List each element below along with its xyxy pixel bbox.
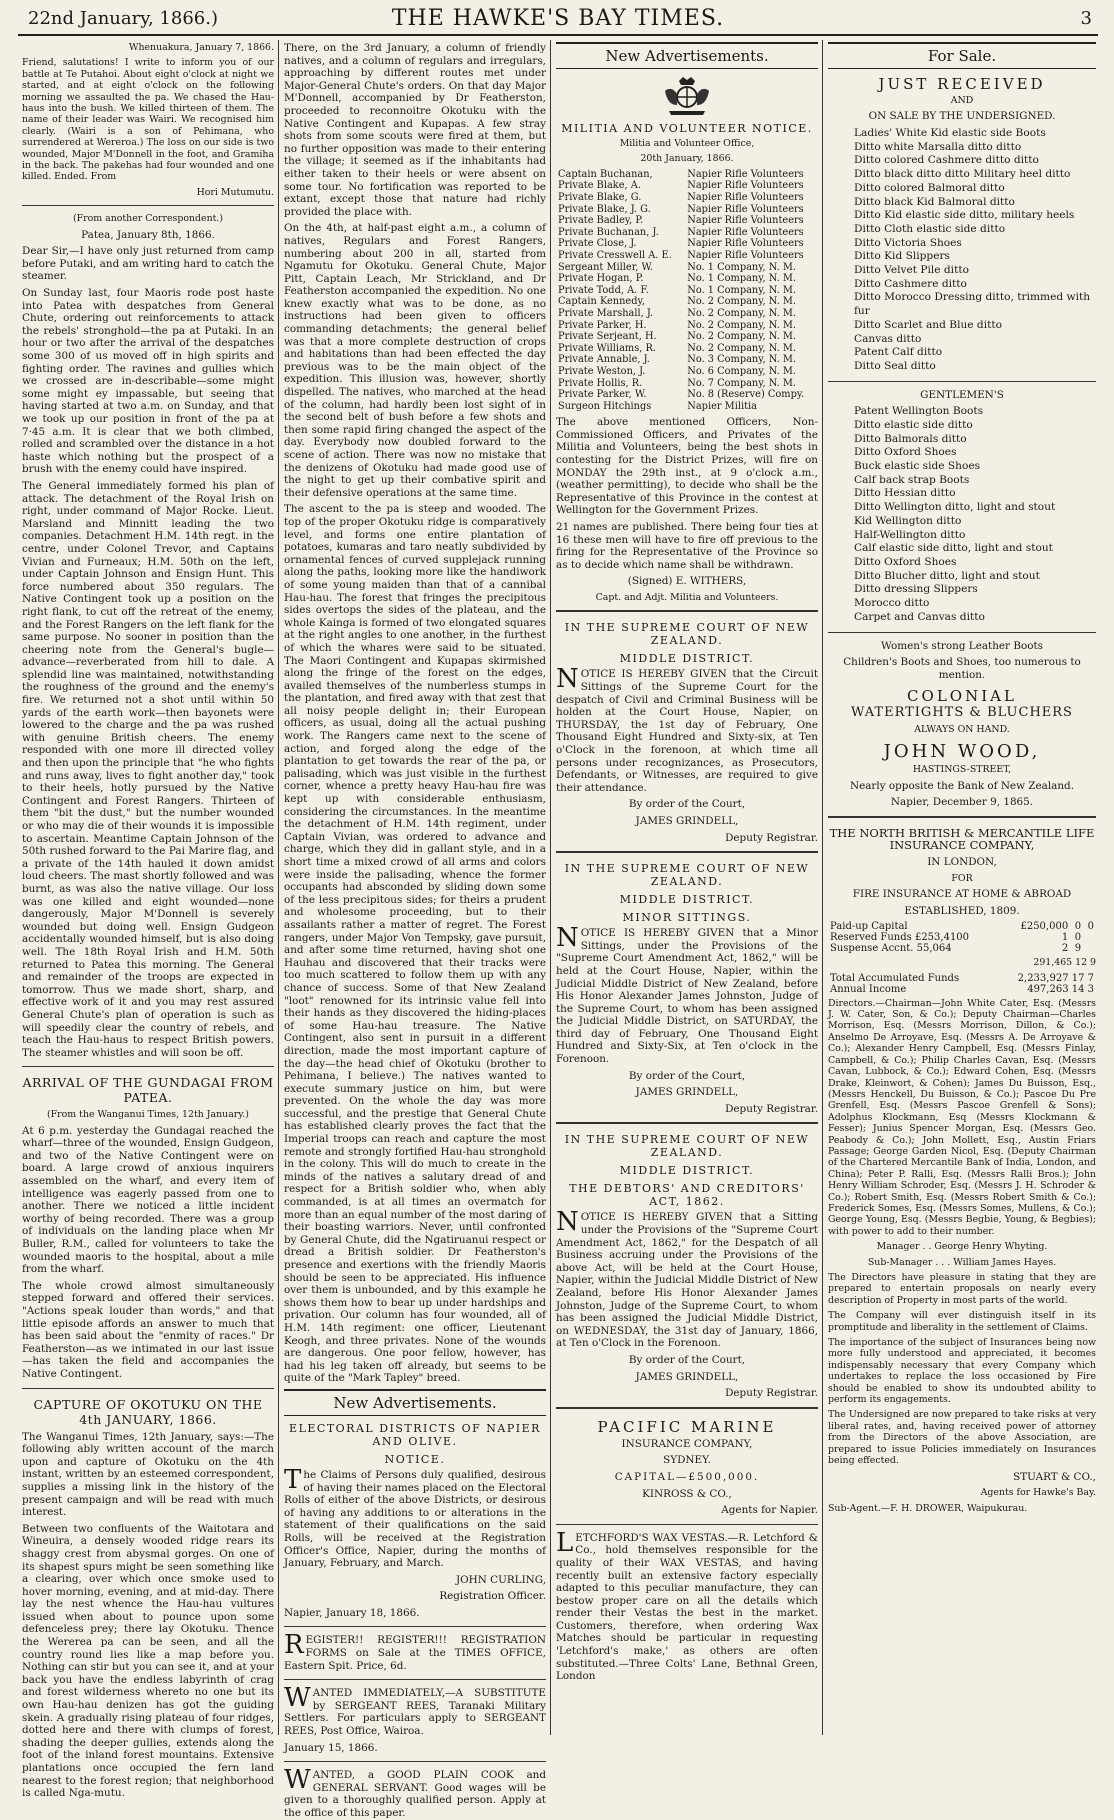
roster-row (556, 343, 818, 355)
column-2 (284, 42, 546, 1819)
court-notice: NOTICE IS HEREBY GIVEN that a Sitting under the Provisions of the "Supreme Court Amendment Act, 1862," for the Despatch of all Business accruing under the Provisions of the above Act, will be held at the Court House, Napier, within the Judicial Middle District of New Zealand, before His Honor Alexander James Johnston, Judge of the Supreme Court, to whom has been assigned the Judicial Middle District, on WEDNESDAY, the 31st day of January, 1866, at Ten o'Clock in the Forenoon. (556, 1207, 818, 1350)
roster-unit: No. 1 Company, N. M. (687, 273, 797, 285)
goods-item: Patent Calf ditto (854, 346, 943, 359)
goods-item: Ditto Cashmere ditto (854, 277, 967, 290)
court-order: By order of the Court, (628, 1069, 746, 1082)
insurance-body: The Company will ever distinguish itself in its promptitude and liberality in the settlement of Claims. (828, 1310, 1096, 1333)
letter-signature: Hori Mutumutu. (196, 186, 274, 198)
roster-name: Private Blake, G. (558, 192, 642, 203)
agent-name: STUART & CO., (1013, 1470, 1096, 1483)
roster-unit: No. 7 Company, N. M. (687, 377, 797, 389)
court-notice: NOTICE IS HEREBY GIVEN that the Circuit Sittings of the Supreme Court for the despatch of Civil and Criminal Business will be holden at the Court House, Napier, on THURSDAY, the 1st day of February, One Thousand Eight Hundred and Sixty-six, at Ten o'Clock in the forenoon, at which time all persons under recognizances, as Prosecutors, Defendants, or Witnesses, are required to give their attendance. (556, 664, 818, 794)
roster-unit: No. 6 Company, N. M. (687, 365, 797, 377)
roster-name: Private Todd, A. F. (558, 284, 649, 296)
roster-unit: Napier Rifle Volunteers (687, 203, 804, 215)
goods-item: Calf elastic side ditto, light and stout (854, 542, 1053, 555)
goods-item: Ditto Kid elastic side ditto, military heels (854, 209, 1075, 222)
gentlemen-heading: GENTLEMEN'S (920, 388, 1004, 401)
capital-row (828, 943, 1096, 954)
new-ads-heading: New Advertisements. (284, 1389, 546, 1416)
pacific-sub: INSURANCE COMPANY, (621, 1437, 753, 1450)
capital-cell: 9 (1074, 943, 1082, 955)
column-rule (822, 40, 823, 1735)
roster-name: Sergeant Miller, W. (558, 261, 653, 273)
electoral-heading: ELECTORAL DISTRICTS OF NAPIER AND OLIVE. (289, 1421, 541, 1448)
goods-item: Ditto dressing Slippers (854, 583, 978, 596)
colonial-label: COLONIAL (907, 687, 1017, 706)
court-signature-title: Deputy Registrar. (725, 831, 818, 844)
fin-total-label: Total Accumulated Funds (830, 972, 960, 984)
arrival-heading: ARRIVAL OF THE GUNDAGAI FROM PATEA. (22, 1075, 274, 1106)
goods-item: Buck elastic side Shoes (854, 460, 981, 473)
goods-item: Carpet and Canvas ditto (854, 610, 985, 623)
goods-item: Canvas ditto (854, 332, 922, 345)
page-number: 3 (1080, 8, 1092, 29)
roster-unit: No. 1 Company, N. M. (687, 261, 797, 273)
column-4 (828, 42, 1096, 1734)
goods-item: Ditto Balmorals ditto (854, 432, 967, 445)
divider (556, 851, 818, 855)
capital-cell: 0 (1074, 932, 1082, 944)
for-sale-heading: For Sale. (828, 42, 1096, 69)
militia-signed: (Signed) E. WITHERS, (627, 575, 747, 588)
insurance-body: The Undersigned are now prepared to take risks at very liberal rates, and, having received power of attorney from the Directors of the above Association, are prepared to issue Policies immediately on Insurances being effected. (828, 1409, 1096, 1467)
court-title: IN THE SUPREME COURT OF NEW ZEALAND. (564, 862, 810, 889)
militia-title: MILITIA AND VOLUNTEER NOTICE. (561, 122, 813, 135)
roster-row (556, 204, 818, 216)
ladies-goods-list (828, 127, 1096, 374)
roster-row (556, 308, 818, 320)
divider (22, 1066, 274, 1067)
newspaper-title: THE HAWKE'S BAY TIMES. (391, 6, 725, 31)
goods-item: Ditto Victoria Shoes (854, 236, 962, 249)
on-sale: ON SALE BY THE UNDERSIGNED. (868, 110, 1056, 123)
pacific-capital: CAPITAL—£500,000. (614, 1470, 760, 1483)
issue-date: 22nd January, 1866.) (28, 8, 218, 29)
roster-name: Private Cresswell A. E. (558, 249, 672, 261)
roster-row (556, 366, 818, 378)
insurance-purpose: FIRE INSURANCE AT HOME & ABROAD (852, 888, 1072, 901)
goods-item: Ladies' White Kid elastic side Boots (854, 127, 1046, 139)
fin-income-label: Annual Income (830, 983, 907, 995)
court-district: MIDDLE DISTRICT. (619, 652, 755, 666)
correspondent-note: (From another Correspondent.) (72, 213, 224, 225)
roster-name: Private Annable, J. (558, 354, 650, 366)
insurance-body: The importance of the subject of Insurances being now more fully understood and appreciated, it becomes indispensably necessary that every Company which undertakes to replace the loss occasioned by Fire should be enabled to show its undoubted ability to perform its engagements. (828, 1337, 1096, 1406)
article-paragraph: There, on the 3rd January, a column of friendly natives, and a column of regulars and irregulars, approaching by different routes met under Major-General Chute's orders. On that day Major M'Donnell, accompanied by Dr Featherston, proceeded to reconnoitre Okotuku with the Native Contingent and Kupapas. A few stray shots from some scouts were fired at them, but no further opposition was made to their entering the village; it seemed as if the inhabitants had either taken to their heels or were absent on some tour. No fortification was reported to be extant, except those that nature had richly provided the place with. (284, 42, 546, 218)
pacific-title: PACIFIC MARINE (597, 1417, 777, 1436)
divider (556, 1122, 818, 1126)
capital-row (828, 921, 1096, 932)
manager: Manager . . George Henry Whyting. (876, 1241, 1048, 1253)
letter-body: Friend, salutations! I write to inform you of our battle at Te Putahoi. About eight o'clock at night we started, and at eight o'clock on the following morning we assaulted the pa. We chased the Hau-haus into the bush. We killed thirteen of them. The name of their leader was Wairi. We recognised him clearly. (Wairi is a son of Pehimana, who surrendered at Wereroa.) The loss on our side is two wounded, Major M'Donnell in the foot, and Gramiha in the back. The pakehas had four wounded and one killed. Ended. From (22, 57, 274, 183)
insurance-for: FOR (951, 872, 973, 884)
court-signature: JAMES GRINDELL, (635, 1370, 739, 1383)
seller-street: HASTINGS-STREET, (912, 764, 1012, 776)
militia-body: The above mentioned Officers, Non-Commissioned Officers, and Privates of the Militia and Volunteers, being the best shots in contesting for the District Prizes, will fire on MONDAY the 29th inst., at 9 o'clock a.m., (weather permitting), to decide who shall be the Representative of this Province in the contest at Wellington for the Government Prizes. (556, 416, 818, 517)
sub-manager: Sub-Manager . . . William James Hayes. (867, 1256, 1057, 1268)
article-paragraph: The General immediately formed his plan of attack. The detachment of the Royal Irish on right, under command of Major Rocke. Lieut. Marsland and Minnitt leading the two companies. Detachment H.M. 14th regt. in the centre, under Colonel Trevor, and Captains Vivian and Furneaux; H.M. 50th on the left, under Captain Johnson and Ensign Hunt. This force numbered about 350 regulars. The Native Contingent took up a position on the right flank, to cut off the retreat of the enemy, and the Forest Rangers on the left flank for the same purpose. No sooner in position than the cheering note from the General's bugle—advance—reverberated from hill to dale. A splendid line was maintained, notwithstanding the roughness of the ground and the enemy's fire. We returned not a shot until within 50 yards of the earth work—then bayonets were lowered to the charge and the pa was rushed with genuine British cheers. The enemy responded with one more ill directed volley and then upon the principle that "he who fights and runs away, lives to fight another day," took to their heels, hotly pursued by the Native Contingent and Forest Rangers. Thirteen of them "bit the dust," but the number wounded or who may die of their wounds it is impossible to ascertain. Meantime Captain Johnson of the 50th rushed forward to the Pai Marire flag, and a private of the 14th hauled it down amidst loud cheers. The mast shortly followed and was burnt, as was also the native village. Our loss was one killed and eight wounded—none dangerously, Major M'Donnell is severely wounded but doing well. Ensign Gudgeon accidentally wounded himself, but is also doing well. The 18th Royal Irish and H.M. 50th returned to Patea this morning. The General and remainder of the troops are expected in tomorrow. Thus we made short, sharp, and effective work of it and you may rest assured General Chute's plan of operation is such as will speedily clear the country of rebels, and teach the Hau-haus to respect British powers. The steamer whistles and will soon be off. (22, 479, 274, 1059)
pacific-city: SYDNEY. (663, 1454, 711, 1467)
and-label: AND (950, 95, 974, 106)
roster-name: Private Blake, J. G. (558, 203, 651, 215)
militia-date: 20th January, 1866. (640, 153, 734, 165)
court-notice: NOTICE IS HEREBY GIVEN that a Minor Sittings, under the Provisions of the "Supreme Court Amendment Act, 1862," will be held at the Court House, Napier, within the Judicial Middle District of New Zealand, before His Honor Alexander James Johnston, Judge of the Supreme Court, to whom has been assigned the Judicial Middle District, on SATURDAY, the third day of February, One Thousand Eight Hundred and Sixty-Six, at Ten o'clock in the Forenoon. (556, 923, 818, 1066)
article-paragraph: The whole crowd almost simultaneously stepped forward and offered their services. "Actions speak louder than words," and that little episode affords an answer to much that has been said about the "enmity of races." Dr Featherston—as we intimated in our last issue—has taken the field and accompanies the Native Contingent. (22, 1279, 274, 1380)
goods-item: Morocco ditto (854, 597, 930, 610)
wanted-substitute-date: January 15, 1866. (284, 1741, 378, 1754)
goods-item: Ditto Morocco Dressing ditto, trimmed with fur (854, 291, 1091, 318)
totals-table (828, 973, 1096, 995)
article-paragraph: The Wanganui Times, 12th January, says:—The following ably written account of the march upon and capture of Okotuku on the 4th instant, written by an esteemed correspondent, supplies a missing link in the history of the present campaign and will be read with much interest. (22, 1430, 274, 1519)
womens-line: Women's strong Leather Boots (881, 639, 1043, 652)
goods-item: Calf back strap Boots (854, 473, 970, 486)
court-signature-title: Deputy Registrar. (725, 1387, 818, 1400)
court-title: IN THE SUPREME COURT OF NEW ZEALAND. (564, 1133, 810, 1160)
seller-date: Napier, December 9, 1865. (890, 796, 1034, 809)
goods-item: Ditto Cloth elastic side ditto (854, 222, 1006, 235)
article-paragraph: At 6 p.m. yesterday the Gundagai reached the wharf—three of the wounded, Ensign Gudgeon, and two of the Native Contingent were on board. A large crowd of anxious inquirers assembled on the wharf, and every item of intelligence was eagerly passed from one to another. There we noticed a little incident worthy of being recorded. There was a group of individuals on the landing place when Mr Buller, R.M., called for volunteers to take the wounded maoris to the hospital, about a mile from the wharf. (22, 1124, 274, 1276)
roster-name: Private Serjeant, H. (558, 331, 657, 343)
goods-item: Ditto Hessian ditto (854, 487, 956, 500)
article-paragraph: Dear Sir,—I have only just returned from camp before Putaki, and am writing hard to catch the steamer. (22, 245, 274, 283)
letter-dateline: Whenuakura, January 7, 1866. (128, 42, 274, 53)
article-paragraph: On the 4th, at half-past eight a.m., a column of natives, Regulars and Forest Rangers, numbering about 200 in all, started from Ngamutu for Okotuku. General Chute, Major Pitt, Captain Leach, Mr Strickland, and Dr Featherston accompanied the expedition. No one knew exactly what was to be done, as no instructions had been given to officers commanding detachments; the general belief was that a more complete destruction of crops and habitations than had been effected the day previous was to be the main object of the expedition. This illusion was, however, shortly dispelled. The natives, who marched at the head of the column, had hardly been lost sight of in the second belt of bush before a few shots and then some rapid firing changed the aspect of the day. Everybody now doubled forward to the scene of action. There was now no mistake that the denizens of Okotuku had made good use of the night to get up their combative spirit and their defensive operations at the same time. (284, 222, 546, 499)
militia-body: 21 names are published. There being four ties at 16 these men will have to fire off previous to the firing for the Representative of the Province so as to decide which name shall be withdrawn. (556, 521, 818, 571)
article-paragraph: Between two confluents of the Waitotara and Wineuira, a densely wooded ridge rears its shaggy crest from abysmal gorges. On one of its shapest spurs might be seen something like a clearing, over which once smoke used to hover morning, evening, and at mid-day. There lay the nest whence the Hau-hau vultures issued when about to pounce upon some defenceless prey; there lay Okotuku. Thence the Wererea pa can be seen, and all the country round lies like a map before you. Nothing can stir but you can see it, and at your back you have the endless labyrinth of crag and forest wilderness whereto no one but its own Hau-hau denizen has got the guiding skein. A gradually rising plateau of four ridges, dotted here and there with clumps of forest, shading the deeper gullies, extends along the foot of the inland forest mountains. Extensive plantations once occupied the fern land nearest to the forest region; that neighborhood is called Nga-mutu. (22, 1522, 274, 1800)
divider (828, 381, 1096, 382)
wanted-substitute-ad: WANTED IMMEDIATELY,—A SUBSTITUTE by SERGEANT REES, Taranaki Military Settlers. For particulars apply to SERGEANT REES, Post Office, Wairoa. (284, 1683, 546, 1738)
roster-unit: No. 2 Company, N. M. (687, 331, 797, 343)
insurance-body: The Directors have pleasure in stating that they are prepared to entertain proposals on nearly every description of Property in most parts of the world. (828, 1272, 1096, 1306)
capital-cell: Reserved Funds £253,4100 (830, 932, 970, 944)
letchford-ad: LETCHFORD'S WAX VESTAS.—R. Letchford & Co., hold themselves responsible for the quality of their WAX VESTAS, and having recently built an extensive factory especially adapted to this peculiar manufacture, they can bestow proper care on all the details which render their Vestas the best in the market. Customers, therefore, when ordering Wax Matches should be particular in requesting 'Letchford's make,' as others are often substituted.—Three Colts' Lane, Bethnal Green, London (556, 1527, 818, 1683)
roster-row (556, 169, 818, 181)
sub-agent: Sub-Agent.—F. H. DROWER, Waipukurau. (828, 1502, 1028, 1514)
pacific-agent-title: Agents for Napier. (721, 1504, 818, 1517)
roster-row (556, 354, 818, 366)
divider (22, 1388, 274, 1389)
goods-item: Patent Wellington Boots (854, 405, 984, 418)
roster-unit: Napier Militia (687, 400, 758, 412)
roster-row (556, 378, 818, 390)
capital-cell: £250,000 (1020, 921, 1069, 933)
divider (828, 816, 1096, 820)
court-order: By order of the Court, (628, 798, 746, 811)
column-rule (550, 40, 551, 1735)
roster-unit: No. 2 Company, N. M. (687, 307, 797, 319)
divider (284, 1679, 546, 1680)
roster-name: Captain Buchanan, (558, 168, 653, 180)
court-title: IN THE SUPREME COURT OF NEW ZEALAND. (564, 621, 810, 648)
roster-unit: No. 3 Company, N. M. (687, 354, 797, 366)
roster-unit: Napier Rifle Volunteers (687, 180, 804, 192)
roster-name: Private Parker, H. (558, 319, 647, 331)
article-paragraph: The ascent to the pa is steep and wooded. The top of the proper Okotuku ridge is comparatively level, and forms one entire plantation of potatoes, kumaras and taro neatly subdivided by ornamental fences of curved supplejack running along the paths, looking more like the handiwork of some young maiden than that of a cannibal Hau-hau. The forest that fringes the precipitous sides overtops the sides of the plateau, and the whole Kainga is formed of two elongated squares at the right angles to one another, in the furthest of which the whares were said to be situated. The Maori Contingent and Kupapas skirmished along the fringe of the forest on the edges, availed themselves of the numberless stumps in the plantation, and fired away with that zest that all noisy people delight in; their European officers, as usual, doing all the actual pushing work. The Rangers came next to the scene of action, and forged along the edge of the plantation to get towards the rear of the pa, or palisading, which was just visible in the furthest corner, whence a pretty heavy Hau-hau fire was kept up with considerable enthusiasm, considering the circumstances. In the meantime the detachment of H.M. 14th regiment, under Captain Vivian, was ordered to advance and charge, which they did in gallant style, and in a short time a mixed crowd of all arms and colors were inside the palisading, whence the former occupants had absconded by sliding down some of the less precipitous sides; for theirs a prudent and wholesome proceeding, but to their assailants rather a matter of regret. The Forest rangers, under Major Von Tempsky, gave pursuit, and after some time returned, having shot one Hauhau and discovered that their tracks were too much scattered to follow them up with any chance of success. Some of that New Zealand "loot" renowned for its intrinsic value fell into their hands as they discovered the hiding-places of some Hau-hau treasure. The Native Contingent, also sent in pursuit in a different direction, made the most important capture of the day—the head chief of Okotuku (brother to Pehimana, I believe.) The natives wanted to execute summary justice on him, but were prevented. On the whole the day was more successful, and the prestige that General Chute has established clearly proves the fact that the Imperial troops can reach and capture the most remote and strongly fortified Hau-hau stronghold in the colony. This will do much to create in the minds of the natives a salutary dread of and respect for a British soldier who, when ably commanded, is at all times an overmatch for more than an equal number of the most daring of their boasting warriors. Never, until confronted by General Chute, did the Ngatiruanui respect or dread a British soldier. Dr Featherston's presence and exertions with the friendly Maoris should be seen to be appreciated. His influence over them is unbounded, and by this example he shows them how to bear up under hardships and privation. Our column has four wounded, all of H.M. 14th regiment: one officer, Lieutenant Keogh, and three privates. None of the wounds are dangerous. One poor fellow, however, has had his leg taken off already, but seems to be quite of the "Mark Tapley" breed. (284, 503, 546, 1385)
roster-row (556, 192, 818, 204)
roster-name: Surgeon Hitchings (558, 400, 652, 412)
insurance-city: IN LONDON, (927, 856, 997, 869)
court-sub: THE DEBTORS' AND CREDITORS' ACT, 1862. (569, 1182, 805, 1209)
roster-name: Private Marshall, J. (558, 307, 654, 319)
court-signature-title: Deputy Registrar. (725, 1102, 818, 1115)
correspondent-dateline: Patea, January 8th, 1866. (81, 228, 215, 241)
goods-item: Ditto Seal ditto (854, 359, 936, 372)
militia-signed-title: Capt. and Adjt. Militia and Volunteers. (595, 592, 779, 603)
roster-unit: Napier Rifle Volunteers (687, 192, 804, 203)
electoral-date: Napier, January 18, 1866. (284, 1606, 420, 1619)
watertights-label: WATERTIGHTS & BLUCHERS (851, 705, 1073, 721)
goods-item: Ditto black ditto ditto Military heel ditto (854, 168, 1071, 181)
royal-crest-icon (659, 75, 715, 117)
court-sub: MINOR SITTINGS. (622, 911, 752, 925)
electoral-signature-title: Registration Officer. (439, 1590, 546, 1603)
divider (556, 610, 818, 614)
roster-name: Private Badley, P. (558, 215, 644, 227)
court-district: MIDDLE DISTRICT. (619, 1164, 755, 1178)
pacific-agent: KINROSS & CO., (642, 1487, 732, 1500)
goods-item: Ditto Kid Slippers (854, 250, 950, 263)
arrival-source: (From the Wanganui Times, 12th January.) (47, 1109, 249, 1121)
roster-unit: Napier Rifle Volunteers (687, 215, 804, 227)
fin-income-value: 497,263 14 3 (1027, 983, 1094, 995)
roster-unit: Napier Rifle Volunteers (687, 226, 804, 238)
court-signature: JAMES GRINDELL, (635, 814, 739, 827)
roster-unit: No. 8 (Reserve) Compy. (687, 389, 805, 401)
roster-name: Private Williams, R. (558, 342, 656, 354)
roster-row (556, 250, 818, 262)
column-rule (278, 40, 279, 1735)
roster-unit: No. 1 Company, N. M. (687, 284, 797, 296)
agent-title: Agents for Hawke's Bay. (980, 1487, 1096, 1499)
divider (556, 1524, 818, 1525)
capital-cell: Suspense Accnt. 55,064 (830, 943, 952, 955)
roster-unit: Napier Rifle Volunteers (687, 249, 804, 261)
militia-roster (556, 169, 818, 412)
goods-item: Ditto Velvet Pile ditto (854, 264, 969, 277)
divider (556, 1407, 818, 1411)
roster-name: Private Blake, A. (558, 180, 641, 192)
militia-office: Militia and Volunteer Office, (619, 138, 755, 149)
column-1 (22, 42, 274, 1800)
roster-row (556, 285, 818, 297)
roster-name: Private Close, J. (558, 238, 637, 250)
roster-unit: No. 2 Company, N. M. (687, 342, 797, 354)
fin-subtotal: 291,465 12 9 (1033, 957, 1096, 969)
wanted-cook-ad: WANTED, a GOOD PLAIN COOK and GENERAL SERVANT. Good wages will be given to a thoroughly qualified person. Apply at the office of this paper. (284, 1765, 546, 1819)
notice-label: NOTICE. (384, 1452, 446, 1466)
roster-row (556, 273, 818, 285)
goods-item: Ditto colored Balmoral ditto (854, 181, 1005, 194)
goods-item: Ditto Wellington ditto, light and stout (854, 501, 1056, 514)
goods-item: Ditto Oxford Shoes (854, 555, 957, 568)
roster-row (556, 296, 818, 308)
capital-cell: 0 (1074, 921, 1082, 933)
seller-name: JOHN WOOD, (883, 741, 1041, 763)
just-received: JUST RECEIVED (878, 75, 1046, 93)
goods-item: Kid Wellington ditto (854, 514, 962, 527)
electoral-signature: JOHN CURLING, (456, 1573, 546, 1586)
insurance-title: THE NORTH BRITISH & MERCANTILE LIFE INSURANCE COMPANY, (829, 825, 1095, 853)
capital-row (828, 932, 1096, 943)
capture-heading: CAPTURE OF OKOTUKU ON THE 4th JANUARY, 1866. (33, 1396, 263, 1427)
roster-name: Private Hollis, R. (558, 377, 643, 389)
roster-name: Private Weston, J. (558, 365, 646, 377)
roster-row (556, 401, 818, 413)
new-ads-heading: New Advertisements. (556, 42, 818, 69)
column-3 (556, 42, 818, 1734)
roster-row (556, 227, 818, 239)
article-paragraph: On Sunday last, four Maoris rode post haste into Patea with despatches from General Chute, ordering out reinforcements to attack the rebels' stronghold—the pa at Putaki. In an hour or two after the arrival of the despatches some 300 of us moved off in high spirits and fighting order. The ravines and gullies which we crossed are in-describable—some might some might ey impassable, but seeing that having started at two a.m. on Sunday, and that we took up our position in front of the pa at 7·45 a.m. It is clear that we both climbed, rolled and scrambled over the distance in a hot haste which nothing but the prospect of a brush with the enemy could have inspired. (22, 287, 274, 476)
goods-item: Ditto colored Cashmere ditto ditto (854, 154, 1039, 167)
capital-cell: Paid-up Capital (830, 921, 908, 933)
register-ad: REGISTER!! REGISTER!!! REGISTRATION FORMS on Sale at the TIMES OFFICE, Eastern Spit. Price, 6d. (284, 1630, 546, 1672)
goods-item: Ditto elastic side ditto (854, 418, 973, 431)
goods-item: Ditto black Kid Balmoral ditto (854, 195, 1015, 208)
goods-item: Ditto Scarlet and Blue ditto (854, 318, 1002, 331)
goods-item: Ditto Oxford Shoes (854, 446, 957, 459)
roster-name: Private Buchanan, J. (558, 226, 659, 238)
childrens-line: Children's Boots and Shoes, too numerous to mention. (843, 656, 1081, 681)
always-on-hand: ALWAYS ON HAND. (914, 723, 1010, 735)
roster-name: Private Hogan, P. (558, 273, 644, 285)
roster-row (556, 320, 818, 332)
masthead (18, 4, 1098, 36)
roster-unit: Napier Rifle Volunteers (687, 238, 804, 250)
roster-name: Private Parker, W. (558, 389, 647, 401)
capital-cell: 0 (1087, 921, 1094, 933)
gentlemen-goods-list (828, 405, 1096, 624)
roster-unit: Napier Rifle Volunteers (687, 168, 804, 180)
fin-total-value: 2,233,927 17 7 (1017, 972, 1094, 984)
roster-row (556, 389, 818, 401)
divider (828, 632, 1096, 633)
insurance-established: ESTABLISHED, 1809. (904, 904, 1020, 917)
roster-unit: No. 2 Company, N. M. (687, 319, 797, 331)
court-district: MIDDLE DISTRICT. (619, 893, 755, 907)
court-signature: JAMES GRINDELL, (635, 1086, 739, 1099)
goods-item: Ditto white Marsalla ditto ditto (854, 140, 1022, 153)
goods-item: Half-Wellington ditto (854, 528, 966, 541)
roster-row (556, 262, 818, 274)
roster-name: Captain Kennedy, (558, 296, 645, 308)
goods-item: Ditto Blucher ditto, light and stout (854, 569, 1040, 582)
roster-unit: No. 2 Company, N. M. (687, 296, 797, 308)
roster-row (556, 238, 818, 250)
divider (284, 1761, 546, 1762)
divider (284, 1626, 546, 1627)
seller-location: Nearly opposite the Bank of New Zealand. (849, 779, 1074, 792)
directors-list: Directors.—Chairman—John White Cater, Esq. (Messrs J. W. Cater, Son, & Co.); Deputy Chairman—Charles Morrison, Esq. (Messrs Morrison, Dillon, & Co.); Anselmo De Arroyave, Esq. (Messrs A. De Arroyave & Co.); Alexander Henry Campbell, Esq. (Messrs Finlay, Campbell, & Co.); Philip Charles Cavan, Esq. (Messrs Cavan, Lubbock, & Co.); Edward Cohen, Esq. (Messrs Drake, Kleinwort, & Cohen); James Du Buisson, Esq., (Messrs Henckell, Du Buisson, & Co.); Pascoe Du Pre Grenfell, Esq. (Messrs Pascoe Grenfell & Sons); Adolphus Klockmann, Esq (Messrs Klockmann & Fesser); Junius Spencer Morgan, Esq. (Messrs Geo. Peabody & Co.); John Mollett, Esq., Austin Friars Passage; George Garden Nicol, Esq. (Deputy Chairman of the Chartered Mercantile Bank of India, London, and China); Peter P. Ralli, Esq. (Messrs Ralli Bros.); John Henry William Schroder, Esq. (Messrs J. H. Schroder & Co.); Robert Smith, Esq. (Messrs Robert Smith & Co.); Frederick Somes, Esq. (Messrs Somes, Mullens, & Co.); George Young, Esq. (Messrs Begbie, Young, & Begbies); with power to add to their number. (828, 997, 1096, 1237)
capital-table (828, 921, 1096, 954)
court-order: By order of the Court, (628, 1353, 746, 1366)
roster-row (556, 331, 818, 343)
roster-row (556, 180, 818, 192)
capital-cell: 1 (1061, 932, 1069, 944)
divider (22, 205, 274, 206)
electoral-notice: The Claims of Persons duly qualified, desirous of having their names placed on the Electoral Rolls of either of the above Districts, or desirous of having any additions to or alterations in the statement of their qualifications on the said Rolls, will be received at the Registration Officer's Office, Napier, during the months of January, February, and March. (284, 1464, 546, 1570)
roster-row (556, 215, 818, 227)
capital-cell: 2 (1061, 943, 1069, 955)
